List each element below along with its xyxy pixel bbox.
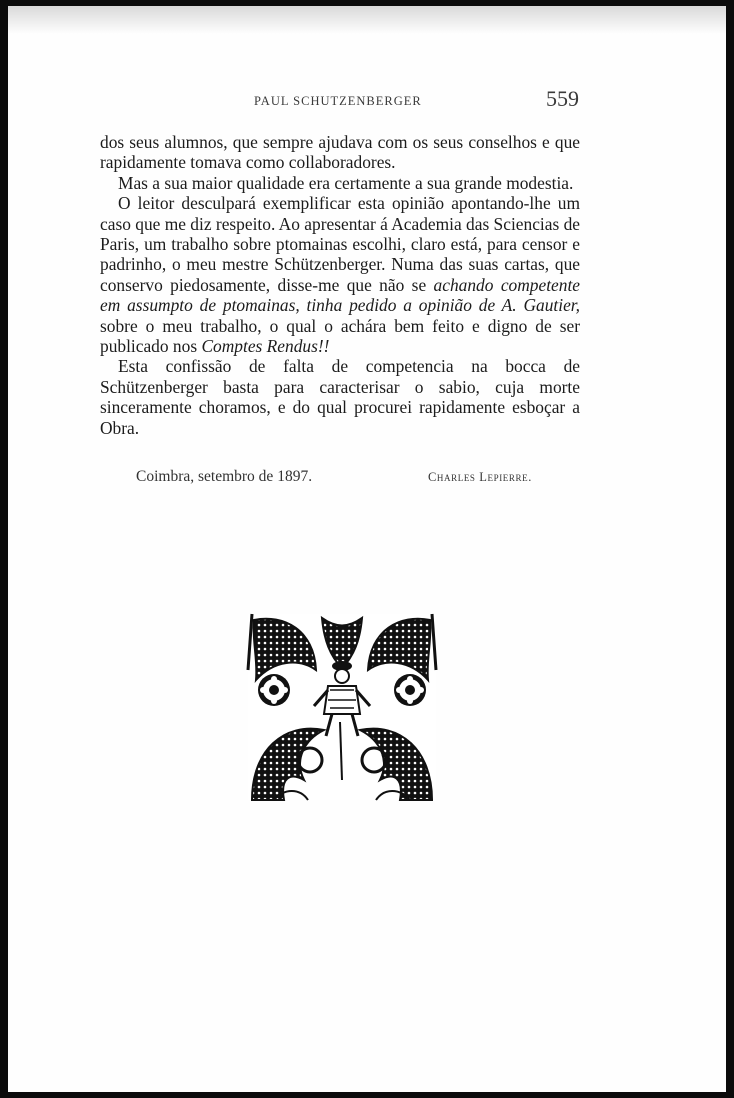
paragraph-4: Esta confissão de falta de competencia na bocca de Schützenberger basta para caracterisar o sabio, cuja morte sinceramente choramos, e do qual procurei rapidamente esboçar a Obra.: [100, 356, 580, 438]
paragraph-3-italic-b: Comptes Rendus!!: [201, 336, 330, 357]
page-number: 559: [546, 86, 579, 111]
body-text: [100, 132, 580, 438]
place-date: Coimbra, setembro de 1897.: [136, 468, 313, 485]
paragraph-1: dos seus alumnos, que sempre ajudava com os seus conselhos e que rapidamente tomava como collaboradores.: [100, 132, 580, 173]
scan-shadow: [8, 6, 726, 34]
flower-left: [258, 674, 290, 706]
flower-right: [394, 674, 426, 706]
paragraph-3-text-b: sobre o meu trabalho, o qual o achára bem feito e digno de ser publicado nos: [100, 315, 580, 357]
tailpiece-ornament: [244, 610, 440, 810]
paragraph-3: [100, 193, 580, 356]
paragraph-2: Mas a sua maior qualidade era certamente a sua grande modestia.: [118, 172, 574, 193]
paragraph-3-text-a: O leitor desculpará exemplificar esta opinião apontando-lhe um caso que me diz respeito. Ao apresentar á Academia das Sciencias de Paris, um trabalho sobre ptomainas escolhi, claro está, para censor e padrinho, o meu mestre Schützenberger. Numa das suas cartas, que conservo piedosamente, disse-me que não se: [100, 193, 580, 295]
author-signature: Charles Lepierre.: [428, 470, 532, 484]
paragraph-3-italic-a: achando competente em assumpto de ptomainas, tinha pedido a opinião de A. Gautier,: [100, 274, 580, 316]
running-head: PAUL SCHUTZENBERGER: [254, 94, 422, 108]
